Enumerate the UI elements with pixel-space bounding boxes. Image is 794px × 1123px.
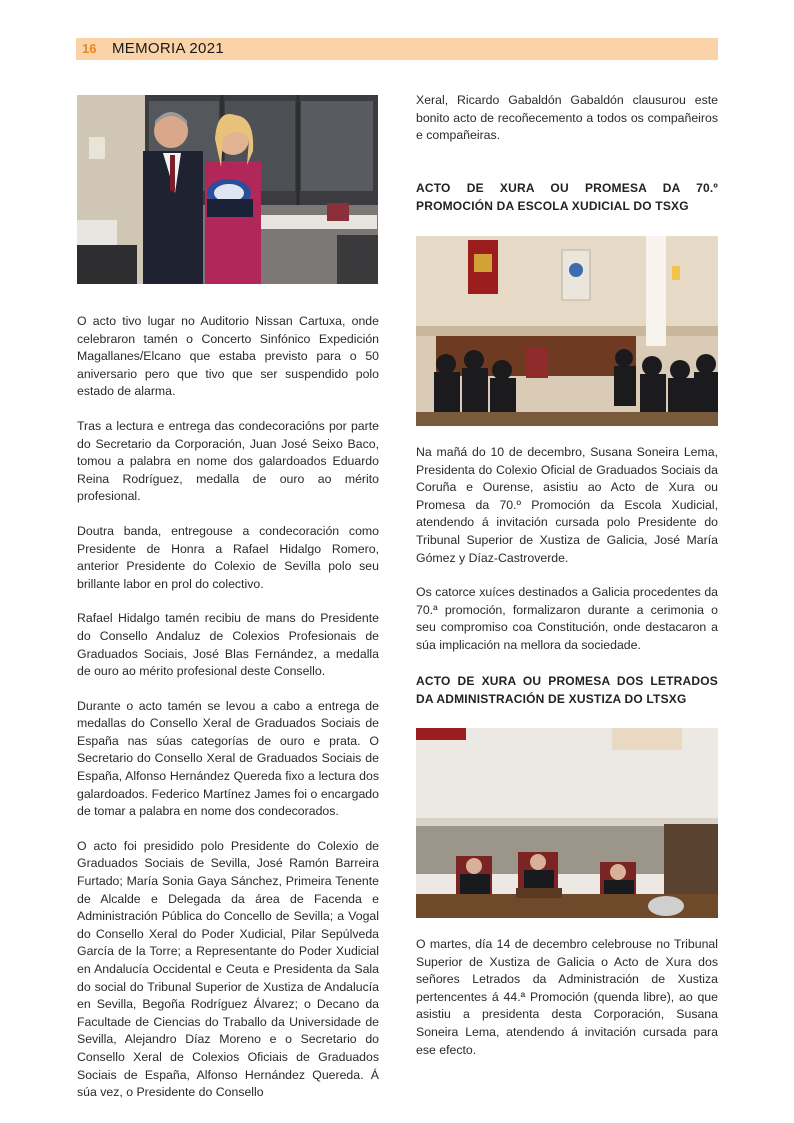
left-column xyxy=(77,313,379,1119)
section1-paragraph: Na mañá do 10 de decembro, Susana Soneira Lema, Presidenta do Colexio Oficial de Graduados Sociais da Coruña e Ourense, asistiu ao Acto de Xura ou Promesa da 70.º Promoción da Escola Xudicial, atendendo á invitación cursada polo Presidente do Tribunal Superior de Xustiza de Galicia, José María Gómez y Díaz-Castroverde. xyxy=(416,445,718,565)
left-paragraph: O acto foi presidido polo Presidente do Colexio de Graduados Sociais de Sevilla, José Ramón Barreira Furtado; María Sonia Gaya Sánchez, Primeira Tenente de Alcalde e Delegada da área de Facenda e Administración Pública do Concello de Sevilla; a Vogal do Consello Xeral do Poder Xudicial, Pilar Sepúlveda García de la Torre; a Representante do Poder Xudicial en Andalucía Occidental e Ceuta e Presidenta da Sala do social do Tribunal Superior de Xustiza de Andalucía en Sevilla, Begoña Rodríguez Álvarez; o Decano da Facultade de Ciencias do Traballo da Universidade de Sevilla, Alejandro Díaz Moreno e o Secretario do Consello Xeral de Colexios Oficiais de Graduados Sociais de España, Alfonso Hernández Quereda. Á súa vez, o Presidente do Consello xyxy=(77,838,379,1100)
right-column-intro xyxy=(416,92,718,162)
section1-heading-block xyxy=(416,179,718,215)
section2-heading: ACTO DE XURA OU PROMESA DOS LETRADOS DA ADMINISTRACIÓN DE XUSTIZA DO LTSXG xyxy=(416,674,718,706)
photo-oath-ceremony xyxy=(416,728,718,918)
section2-heading-block xyxy=(416,672,718,708)
section1-body xyxy=(416,444,718,672)
left-paragraph: Rafael Hidalgo tamén recibiu de mans do Presidente do Consello Andaluz de Colexios Profesionais de Graduados Sociais, José Blas Fernández, a medalla de ouro ao mérito profesional deste Consello. xyxy=(77,611,379,679)
left-paragraph: O acto tivo lugar no Auditorio Nissan Cartuxa, onde celebraron tamén o Concerto Sinfónico Expedición Magallanes/Elcano que estaba previsto para o 50 aniversario pero que tivo que ser suspendido polo estado de alarma. xyxy=(77,314,379,399)
left-paragraph: Doutra banda, entregouse a condecoración como Presidente de Honra a Rafael Hidalgo Romero, anterior Presidente do Colexio de Sevilla polo seu brillante labor en prol do colectivo. xyxy=(77,523,379,591)
right-intro-paragraph: Xeral, Ricardo Gabaldón Gabaldón clausurou este bonito acto de recoñecemento a todos os compañeiros e compañeiras. xyxy=(416,93,718,143)
photo-courtroom-ceremony xyxy=(416,236,718,426)
section1-paragraph: Os catorce xuíces destinados a Galicia procedentes da 70.ª promoción, formalizaron durante a cerimonia o seu compromiso coa Constitución, onde destacaron a súa implicación na mellora da sociedade. xyxy=(416,585,718,652)
photo-award-presentation xyxy=(77,95,378,284)
section2-paragraph: O martes, día 14 de decembro celebrouse no Tribunal Superior de Xustiza de Galicia o Acto de Xura dos señores Letrados da Administración de Xustiza pertencentes á 44.ª Promoción (quenda libre), ao que asistiu a presidenta desta Corporación, Susana Soneira Lema, atendendo á invitación cursada para ese efecto. xyxy=(416,937,718,1057)
section1-heading: ACTO DE XURA OU PROMESA DA 70.º PROMOCIÓN DA ESCOLA XUDICIAL DO TSXG xyxy=(416,181,718,213)
section2-body xyxy=(416,936,718,1076)
page-title: MEMORIA 2021 xyxy=(112,40,224,57)
page-number: 16 xyxy=(82,41,97,56)
left-paragraph: Durante o acto tamén se levou a cabo a entrega de medallas do Consello Xeral de Graduados Sociais de España nas súas categorías de ouro e prata. O Secretario do Consello Xeral de Graduados Sociais de España, Alfonso Hernández Quereda fixo a lectura dos galardoados. Federico Martínez James foi o encargado de tomar a palabra en nome dos condecorados. xyxy=(77,698,379,819)
left-paragraph: Tras a lectura e entrega das condecoracións por parte do Secretario da Corporación, Juan José Seixo Baco, tomou a palabra en nome dos galardoados Eduardo Reina Rodríguez, medalla de ouro ao mérito profesional. xyxy=(77,418,379,504)
